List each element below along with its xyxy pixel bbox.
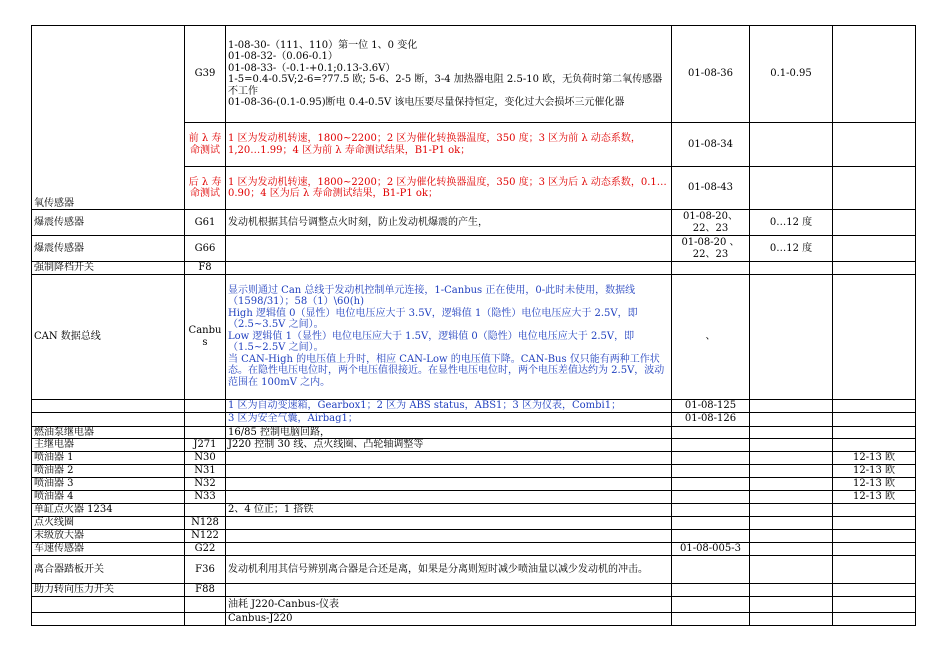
extra-value	[833, 517, 916, 530]
part-name: 燃油泵继电器	[32, 426, 185, 439]
part-code: J271	[185, 439, 226, 452]
table-row	[32, 597, 916, 613]
spec-value	[750, 543, 833, 556]
block-number	[672, 465, 750, 478]
table-row	[32, 491, 916, 504]
extra-value	[833, 412, 916, 426]
extra-value	[833, 584, 916, 597]
extra-value	[833, 530, 916, 543]
part-description	[226, 491, 672, 504]
part-description	[226, 543, 672, 556]
spec-value: 0…12 度	[750, 210, 833, 236]
block-number	[672, 584, 750, 597]
part-code: N30	[185, 452, 226, 465]
extra-value	[833, 274, 916, 399]
part-name: 主继电器	[32, 439, 185, 452]
spec-value	[750, 167, 833, 210]
block-number	[672, 491, 750, 504]
part-code	[185, 426, 226, 439]
table-row	[32, 262, 916, 275]
part-code: 后 λ 寿命测试	[185, 167, 226, 210]
part-code	[185, 399, 226, 412]
table-row	[32, 584, 916, 597]
part-code	[185, 597, 226, 613]
spec-value	[750, 613, 833, 626]
extra-value	[833, 210, 916, 236]
block-number: 01-08-126	[672, 412, 750, 426]
table-row	[32, 274, 916, 399]
block-number: 01-08-125	[672, 399, 750, 412]
part-name: 喷油器 1	[32, 452, 185, 465]
table-row	[32, 613, 916, 626]
spec-value	[750, 426, 833, 439]
extra-value	[833, 26, 916, 123]
spec-value	[750, 530, 833, 543]
part-code	[185, 504, 226, 517]
part-description: 2、4 位正；1 搭铁	[226, 504, 672, 517]
block-number	[672, 478, 750, 491]
part-description: 发动机根据其信号调整点火时刻，防止发动机爆震的产生，	[226, 210, 672, 236]
part-description: 1 区为发动机转速，1800~2200；2 区为催化转换器温度，350 度；3 区为前 λ 动态系数，1,20…1.99；4 区为前 λ 寿命测试结果，B1-P1 ok；	[226, 123, 672, 167]
part-name	[32, 613, 185, 626]
part-description: Canbus-J220	[226, 613, 672, 626]
table-row	[32, 399, 916, 412]
part-code: N31	[185, 465, 226, 478]
block-number: 、	[672, 274, 750, 399]
part-name	[32, 597, 185, 613]
part-name: 喷油器 4	[32, 491, 185, 504]
spec-value: 0.1-0.95	[750, 26, 833, 123]
part-description: 油耗 J220-Canbus-仪表	[226, 597, 672, 613]
extra-value	[833, 439, 916, 452]
extra-value	[833, 613, 916, 626]
spec-value	[750, 439, 833, 452]
table-row	[32, 556, 916, 584]
part-description: 16/85 控制电脑回路，	[226, 426, 672, 439]
spec-value	[750, 597, 833, 613]
part-name: 爆震传感器	[32, 210, 185, 236]
block-number: 01-08-43	[672, 167, 750, 210]
part-description: J220 控制 30 线、点火线圈、凸轮轴调整等	[226, 439, 672, 452]
table-row	[32, 439, 916, 452]
part-name: 点火线圈	[32, 517, 185, 530]
part-name: 强制降档开关	[32, 262, 185, 275]
block-number: 01-08-36	[672, 26, 750, 123]
block-number: 01-08-20 、22、23	[672, 236, 750, 262]
table-row	[32, 465, 916, 478]
part-description	[226, 584, 672, 597]
part-name: 喷油器 2	[32, 465, 185, 478]
table-row	[32, 517, 916, 530]
part-code: N33	[185, 491, 226, 504]
block-number	[672, 613, 750, 626]
part-description: 3 区为安全气囊，Airbag1；	[226, 412, 672, 426]
part-description: 发动机利用其信号辨别离合器是合还是离，如果是分离则短时减少喷油量以减少发动机的冲击。	[226, 556, 672, 584]
part-code: G39	[185, 26, 226, 123]
part-code: G66	[185, 236, 226, 262]
extra-value	[833, 262, 916, 275]
part-name	[32, 412, 185, 426]
table-row	[32, 426, 916, 439]
block-number	[672, 504, 750, 517]
spec-value	[750, 478, 833, 491]
table-row	[32, 210, 916, 236]
spec-value	[750, 584, 833, 597]
part-description: 1 区为自动变速箱，Gearbox1；2 区为 ABS status，ABS1；3 区为仪表，Combi1；	[226, 399, 672, 412]
block-number	[672, 597, 750, 613]
extra-value: 12-13 欧	[833, 452, 916, 465]
table-row	[32, 412, 916, 426]
part-description	[226, 452, 672, 465]
part-name: 爆震传感器	[32, 236, 185, 262]
part-code: F8	[185, 262, 226, 275]
extra-value: 12-13 欧	[833, 491, 916, 504]
table-row	[32, 236, 916, 262]
table-row	[32, 452, 916, 465]
spec-value	[750, 517, 833, 530]
extra-value	[833, 543, 916, 556]
table-row	[32, 478, 916, 491]
part-code	[185, 613, 226, 626]
spec-value	[750, 504, 833, 517]
table-row	[32, 543, 916, 556]
spec-value	[750, 399, 833, 412]
part-name: 助力转向压力开关	[32, 584, 185, 597]
block-number	[672, 426, 750, 439]
part-name: 车速传感器	[32, 543, 185, 556]
spec-value: 0…12 度	[750, 236, 833, 262]
table-row	[32, 504, 916, 517]
part-code: N32	[185, 478, 226, 491]
block-number	[672, 517, 750, 530]
part-code: G22	[185, 543, 226, 556]
part-code	[185, 412, 226, 426]
part-description	[226, 236, 672, 262]
part-description	[226, 530, 672, 543]
extra-value	[833, 504, 916, 517]
part-name: 氧传感器	[32, 26, 185, 210]
extra-value	[833, 167, 916, 210]
part-name: 单缸点火器 1234	[32, 504, 185, 517]
extra-value: 12-13 欧	[833, 465, 916, 478]
extra-value	[833, 123, 916, 167]
block-number	[672, 556, 750, 584]
part-code: G61	[185, 210, 226, 236]
part-description: 显示则通过 Can 总线于发动机控制单元连接，1-Canbus 正在使用，0-此时未使用，数据线（1598/31）；58（1）\60(h) High 逻辑值 0（显性）电位电压应大于 3.5V，逻辑值 1（隐性）电位电压应大于 2.5V，即（2.5~3.5V 之间）。 Low 逻辑值 1（显性）电位电压应大于 1.5V，逻辑值 0（隐性）电位电压应大于 2.5V，即（1.5~2.5V 之间）。 当 CAN-High 的电压值上升时，相应 CAN-Low 的电压值下降。CAN-Bus 仅只能有两种工作状态。在隐性电压电位时，两个电压值很接近。在显性电压电位时，两个电压差值达约为 2.5V，波动范围在 100mV 之内。	[226, 274, 672, 399]
spec-value	[750, 465, 833, 478]
block-number	[672, 452, 750, 465]
part-description: 1 区为发动机转速，1800~2200；2 区为催化转换器温度，350 度；3 区为后 λ 动态系数，0.1…0.90；4 区为后 λ 寿命测试结果，B1-P1 ok；	[226, 167, 672, 210]
block-number	[672, 439, 750, 452]
extra-value: 12-13 欧	[833, 478, 916, 491]
spec-value	[750, 262, 833, 275]
block-number	[672, 530, 750, 543]
spec-value	[750, 274, 833, 399]
part-name: CAN 数据总线	[32, 274, 185, 399]
part-name: 末级放大器	[32, 530, 185, 543]
parts-table	[31, 25, 916, 626]
part-code: 前 λ 寿命测试	[185, 123, 226, 167]
part-description	[226, 478, 672, 491]
extra-value	[833, 236, 916, 262]
spec-value	[750, 491, 833, 504]
part-code: N122	[185, 530, 226, 543]
extra-value	[833, 597, 916, 613]
part-name	[32, 399, 185, 412]
part-description	[226, 262, 672, 275]
part-name: 喷油器 3	[32, 478, 185, 491]
part-description	[226, 517, 672, 530]
table-row	[32, 26, 916, 123]
block-number	[672, 262, 750, 275]
part-code: Canbus	[185, 274, 226, 399]
table-row	[32, 530, 916, 543]
part-code: N128	[185, 517, 226, 530]
spec-value	[750, 452, 833, 465]
part-name: 离合器踏板开关	[32, 556, 185, 584]
spec-value	[750, 556, 833, 584]
part-code: F36	[185, 556, 226, 584]
block-number: 01-08-20、22、23	[672, 210, 750, 236]
spec-value	[750, 123, 833, 167]
part-code: F88	[185, 584, 226, 597]
block-number: 01-08-34	[672, 123, 750, 167]
extra-value	[833, 399, 916, 412]
extra-value	[833, 556, 916, 584]
spec-value	[750, 412, 833, 426]
part-description	[226, 465, 672, 478]
block-number: 01-08-005-3	[672, 543, 750, 556]
part-description: 1-08-30-（111、110）第一位 1、0 变化 01-08-32-（0.06-0.1） 01-08-33-（-0.1-+0.1;0.13-3.6V） 1-5=0.4-0.5V;2-6=?77.5 欧; 5-6、2-5 断，3-4 加热器电阻 2.5-10 欧，无负荷时第二氧传感器不工作 01-08-36-(0.1-0.95)断电 0.4-0.5V 该电压要尽量保持恒定，变化过大会损坏三元催化器	[226, 26, 672, 123]
extra-value	[833, 426, 916, 439]
